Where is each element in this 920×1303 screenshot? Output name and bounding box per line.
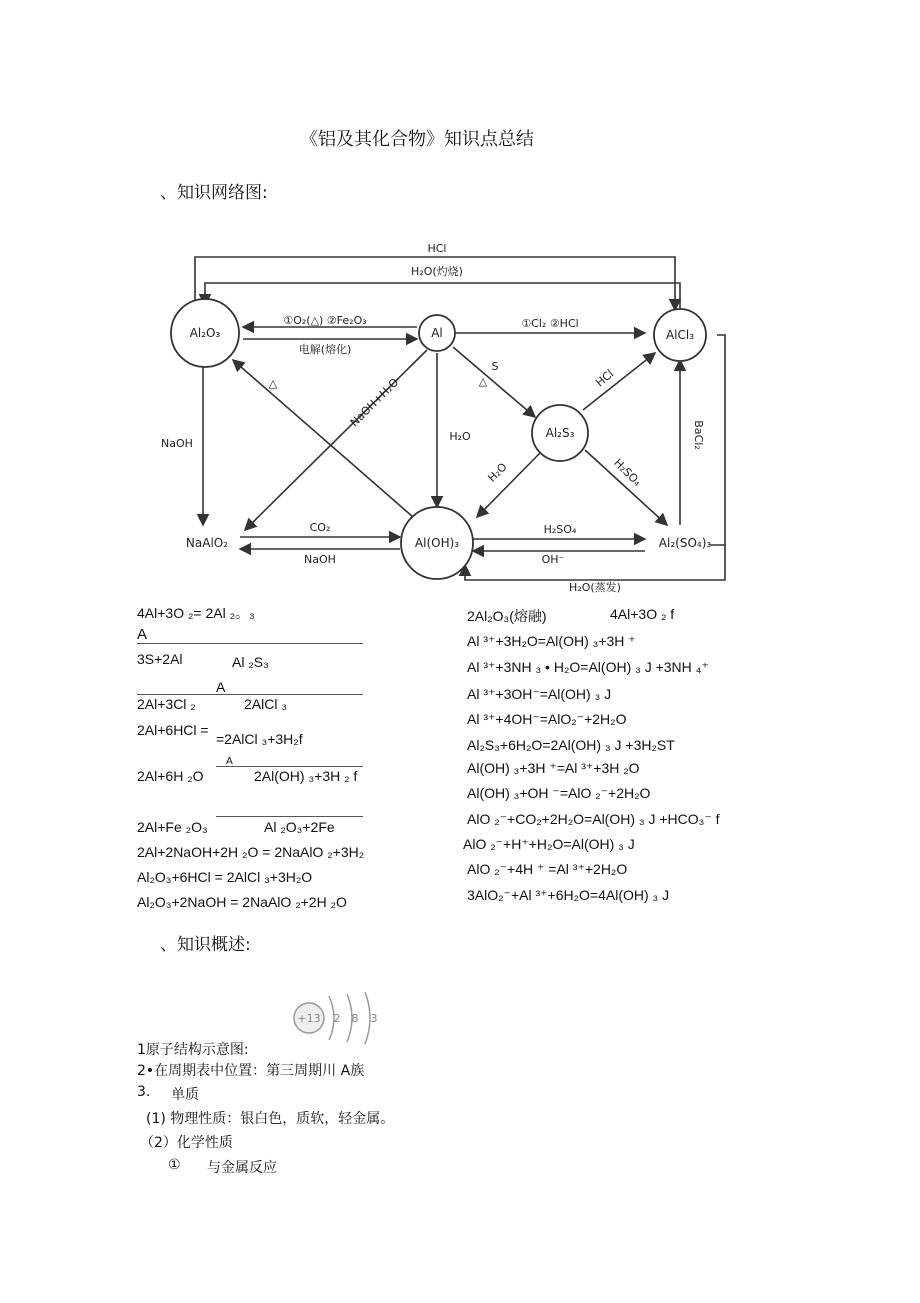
label-h2o-low: H₂O bbox=[485, 460, 510, 485]
overview-item-3-2-1-num: ① bbox=[168, 1157, 181, 1173]
section-heading-overview: 、知识概述: bbox=[160, 935, 251, 955]
label-h2o-mid: H₂O bbox=[449, 430, 471, 443]
eq-right-11: AlO ₂⁻+4H ⁺ =Al ³⁺+2H₂O bbox=[467, 861, 628, 877]
label-hcl-mid: HCl bbox=[593, 367, 617, 390]
eq-left-4a: 2Al+6HCl = bbox=[137, 722, 209, 738]
edge-alcl3-al2o3-h2o bbox=[205, 283, 680, 315]
eq-left-1-mark: A bbox=[137, 626, 148, 643]
eq-right-4: Al ³⁺+3OH⁻=Al(OH) ₃ J bbox=[467, 686, 612, 702]
eq-left-6b: Al ₂O₃+2Fe bbox=[264, 819, 335, 835]
atom-nucleus-label: +13 bbox=[297, 1012, 321, 1025]
label-h2o-evap: H₂O(蒸发) bbox=[569, 581, 621, 594]
edge-al-al2s3 bbox=[453, 347, 535, 417]
label-s: S bbox=[491, 360, 499, 373]
eq-right-2: Al ³⁺+3H₂O=Al(OH) ₃+3H ⁺ bbox=[467, 633, 636, 649]
page-title: 《铝及其化合物》知识点总结 bbox=[300, 129, 534, 150]
label-h2so4-bottom: H₂SO₄ bbox=[543, 523, 577, 536]
node-al2so43: Al₂(SO₄)₃ bbox=[658, 536, 712, 550]
label-naoh-h2o: NaOH+H₂O bbox=[347, 375, 402, 430]
eq-left-5b: 2Al(OH) ₃+3H ₂ f bbox=[254, 768, 358, 784]
eq-left-4b: =2AlCl ₃+3H₂f bbox=[216, 731, 303, 747]
eq-right-5: Al ³⁺+4OH⁻=AlO₂⁻+2H₂O bbox=[467, 711, 627, 727]
eq-right-3: Al ³⁺+3NH ₃ • H₂O=Al(OH) ₃ J +3NH ₄⁺ bbox=[467, 659, 709, 675]
label-co2: CO₂ bbox=[309, 521, 331, 534]
atom-shell-3-count: 3 bbox=[370, 1012, 378, 1025]
overview-item-3-num: 3. bbox=[137, 1084, 151, 1100]
overview-item-3-2: （2）化学性质 bbox=[140, 1135, 233, 1151]
atom-shell-2-count: 8 bbox=[351, 1012, 359, 1025]
eq-right-8: Al(OH) ₃+OH ⁻=AlO ₂⁻+2H₂O bbox=[467, 785, 651, 801]
label-h2o-burn: H₂O(灼烧) bbox=[411, 265, 463, 278]
section-heading-network: 、知识网络图: bbox=[160, 183, 268, 203]
node-al2s3: Al₂S₃ bbox=[545, 426, 575, 440]
node-naalo2: NaAlO₂ bbox=[185, 536, 229, 550]
rule-4 bbox=[216, 816, 363, 817]
label-naoh-left: NaOH bbox=[161, 437, 193, 450]
eq-left-5-mark: A bbox=[226, 756, 233, 767]
eq-left-8: Al₂O₃+6HCl = 2AlCl ₃+3H₂O bbox=[137, 869, 313, 885]
label-naoh-bottom: NaOH bbox=[304, 553, 336, 566]
eq-left-2-mark: A bbox=[216, 679, 226, 695]
eq-right-9: AlO ₂⁻+CO₂+2H₂O=Al(OH) ₃ J +HCO₃⁻ f bbox=[467, 811, 720, 827]
overview-item-3: 单质 bbox=[171, 1087, 199, 1103]
eq-left-7: 2Al+2NaOH+2H ₂O = 2NaAlO ₂+3H₂ bbox=[137, 844, 365, 860]
eq-left-2b: Al ₂S₃ bbox=[232, 654, 269, 670]
overview-item-2: 2•在周期表中位置：第三周期川 A族 bbox=[137, 1063, 365, 1079]
node-al: Al bbox=[431, 326, 443, 340]
eq-left-2a: 3S+2Al bbox=[137, 651, 183, 667]
label-hcl-top: HCl bbox=[427, 242, 447, 255]
edge-al2so43-alcl3 bbox=[710, 335, 725, 545]
label-o2-fe2o3: ①O₂(△) ②Fe₂O₃ bbox=[283, 314, 367, 327]
eq-left-5a: 2Al+6H ₂O bbox=[137, 768, 204, 784]
eq-right-7: Al(OH) ₃+3H ⁺=Al ³⁺+3H ₂O bbox=[467, 760, 640, 776]
eq-right-12: 3AlO₂⁻+Al ³⁺+6H₂O=4Al(OH) ₃ J bbox=[467, 887, 670, 903]
label-oh-bottom: OH⁻ bbox=[541, 553, 565, 566]
eq-left-3a: 2Al+3Cl ₂ bbox=[137, 696, 196, 712]
label-cl2-hcl: ①Cl₂ ②HCl bbox=[521, 317, 579, 330]
eq-right-1b: 4Al+3O ₂ f bbox=[610, 606, 675, 622]
label-electrolysis: 电解(熔化) bbox=[298, 343, 352, 356]
eq-left-3b: 2AlCl ₃ bbox=[244, 696, 288, 712]
atom-structure-diagram bbox=[285, 988, 385, 1044]
atom-shell-3 bbox=[365, 992, 370, 1044]
label-delta-s: △ bbox=[478, 375, 488, 388]
aluminum-network-diagram bbox=[155, 235, 755, 595]
eq-right-10: AlO ₂⁻+H⁺+H₂O=Al(OH) ₃ J bbox=[463, 836, 635, 852]
label-h2so4-diag: H₂SO₄ bbox=[611, 456, 644, 489]
node-alcl3: AlCl₃ bbox=[665, 328, 695, 342]
rule-3 bbox=[216, 766, 363, 767]
overview-item-3-2-1: 与金属反应 bbox=[207, 1160, 277, 1176]
eq-left-6a: 2Al+Fe ₂O₃ bbox=[137, 819, 208, 835]
node-aloh3: Al(OH)₃ bbox=[414, 536, 460, 550]
label-delta-left: △ bbox=[268, 377, 278, 390]
rule-1 bbox=[137, 643, 363, 644]
eq-left-1: 4Al+3O ₂= 2Al ₂。₃ bbox=[137, 605, 255, 621]
overview-item-1: 1原子结构示意图: bbox=[137, 1042, 249, 1058]
label-bacl2: BaCl₂ bbox=[692, 420, 705, 450]
eq-right-6: Al₂S₃+6H₂O=2Al(OH) ₃ J +3H₂ST bbox=[467, 737, 675, 753]
overview-item-3-1: (1) 物理性质：银白色，质软，轻金属。 bbox=[146, 1111, 395, 1127]
eq-left-9: Al₂O₃+2NaOH = 2NaAlO ₂+2H ₂O bbox=[137, 894, 347, 910]
eq-right-1a: 2Al₂O₃(熔融) bbox=[467, 608, 547, 624]
edge-al2s3-aloh3 bbox=[477, 453, 540, 517]
rule-2 bbox=[137, 694, 363, 695]
node-al2o3: Al₂O₃ bbox=[189, 326, 221, 340]
atom-shell-1-count: 2 bbox=[333, 1012, 341, 1025]
